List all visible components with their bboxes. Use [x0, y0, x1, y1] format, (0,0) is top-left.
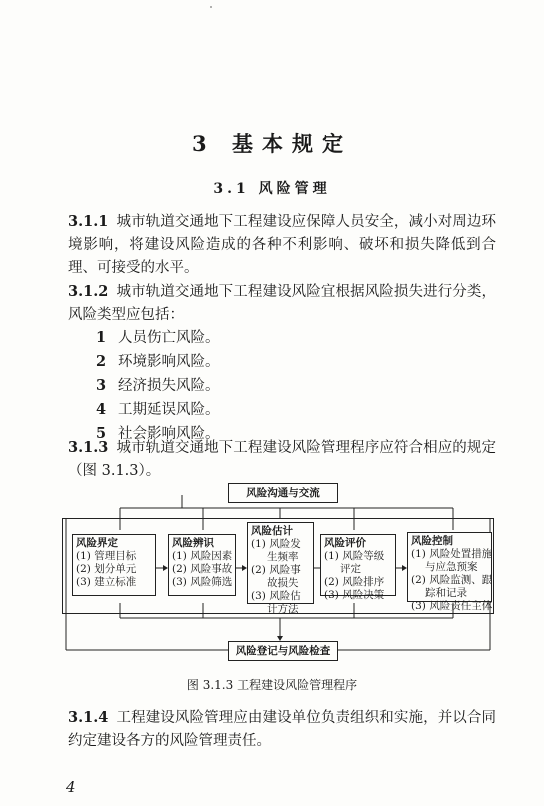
communication-box: 风险沟通与交流	[228, 483, 338, 503]
clause-number: 3.1.1	[68, 213, 109, 230]
chapter-title: 3 基本规定	[192, 131, 352, 156]
risk-type-list	[96, 326, 220, 446]
clause-number: 3.1.2	[68, 283, 109, 300]
risk-identification-box: 风险辨识 (1) 风险因素 (2) 风险事故 (3) 风险筛选	[168, 534, 236, 596]
risk-definition-box: 风险界定 (1) 管理目标 (2) 划分单元 (3) 建立标准	[72, 534, 156, 596]
clause-3-1-2	[68, 280, 496, 327]
clause-number: 3.1.4	[68, 709, 109, 726]
clause-3-1-3	[68, 436, 496, 483]
clause-3-1-4	[68, 706, 496, 753]
list-item: 4 工期延误风险。	[96, 401, 220, 418]
page-number: 4	[66, 778, 76, 796]
list-item: 1 人员伤亡风险。	[96, 329, 220, 346]
risk-control-box: 风险控制 (1) 风险处置措施 与应急预案 (2) 风险监测、跟 踪和记录 (3) 风险责任主体	[407, 532, 492, 602]
section-title: 3.1 风险管理	[213, 181, 331, 197]
figure-caption: 图 3.1.3 工程建设风险管理程序	[186, 678, 358, 692]
clause-text: 城市轨道交通地下工程建设应保障人员安全，减小对周边环境影响，将建设风险造成的各种不利影响、破坏和损失降低到合理、可接受的水平。	[68, 214, 496, 276]
list-item: 5 社会影响风险。	[96, 425, 220, 442]
clause-number: 3.1.3	[68, 439, 109, 456]
list-item: 3 经济损失风险。	[96, 377, 220, 394]
clause-text: 城市轨道交通地下工程建设风险宜根据风险损失进行分类，风险类型应包括：	[68, 284, 496, 323]
clause-3-1-1	[68, 210, 496, 280]
registration-box: 风险登记与风险检查	[228, 641, 338, 661]
risk-estimation-box: 风险估计 (1) 风险发 生频率 (2) 风险事 故损失 (3) 风险估 计方法	[247, 522, 314, 604]
clause-text: 工程建设风险管理应由建设单位负责组织和实施，并以合同约定建设各方的风险管理责任。	[68, 710, 496, 749]
risk-evaluation-box: 风险评价 (1) 风险等级 评定 (2) 风险排序 (3) 风险决策	[320, 534, 396, 596]
scan-speck	[210, 6, 212, 8]
risk-management-flow-diagram	[58, 478, 498, 668]
clause-text: 城市轨道交通地下工程建设风险管理程序应符合相应的规定（图 3.1.3）。	[68, 440, 496, 479]
list-item: 2 环境影响风险。	[96, 353, 220, 370]
